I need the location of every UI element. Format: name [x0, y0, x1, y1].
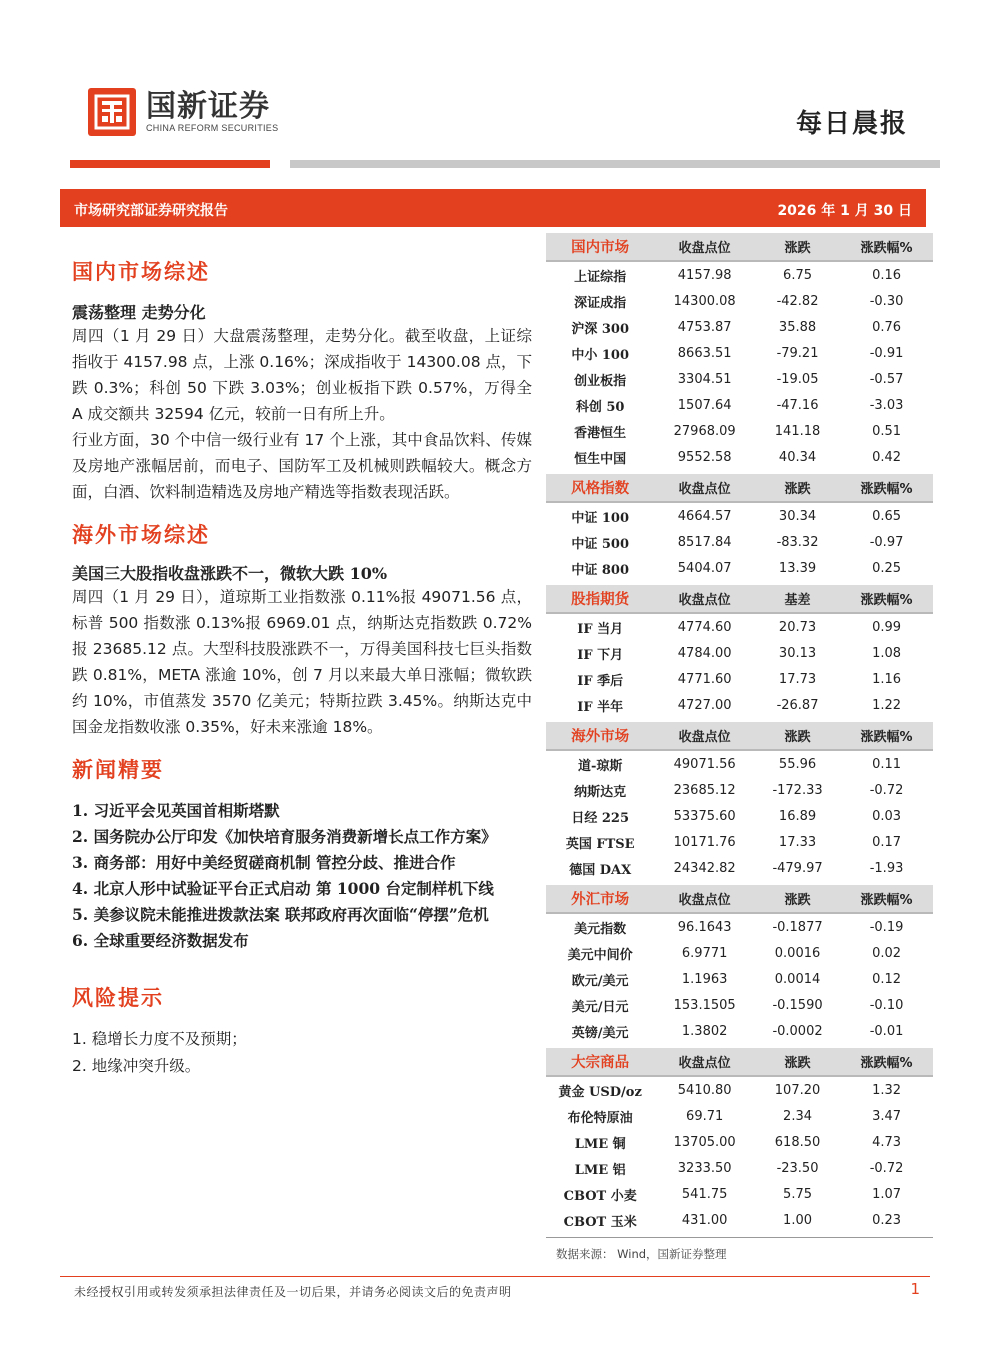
change-value: -0.1877: [772, 919, 823, 935]
change-percent: 0.17: [872, 834, 902, 850]
close-value: 49071.56: [673, 756, 736, 772]
change-value: -19.05: [776, 371, 819, 387]
column-header: 收盘点位: [654, 885, 755, 913]
table-row: [546, 1181, 933, 1207]
change-value: 141.18: [774, 423, 821, 439]
instrument-name: 黄金 USD/oz: [558, 1084, 642, 1100]
table-row: [546, 1155, 933, 1181]
change-percent: 4.73: [872, 1134, 902, 1150]
instrument-name: 中证 800: [571, 562, 630, 578]
column-header: 涨跌幅%: [840, 585, 933, 613]
close-value: 3233.50: [677, 1160, 732, 1176]
section-title: 风格指数: [546, 474, 654, 502]
close-value: 3304.51: [677, 371, 732, 387]
news-heading: 新闻精要: [72, 757, 164, 782]
instrument-name: 中证 100: [571, 510, 630, 526]
change-value: 618.50: [774, 1134, 821, 1150]
change-percent: -0.91: [869, 345, 904, 361]
change-percent: -0.30: [869, 293, 904, 309]
table-section-header: [546, 585, 933, 613]
change-value: 0.0014: [774, 971, 821, 987]
news-item: 5. 美参议院未能推进拨款法案 联邦政府再次面临“停摆”危机: [72, 905, 489, 924]
table-row: [546, 829, 933, 855]
change-percent: 1.16: [872, 671, 902, 687]
domestic-paragraph-2: 行业方面，30 个中信一级行业有 17 个上涨，其中食品饮料、传媒及房地产涨幅居前，而电子、国防军工及机械则跌幅较大。概念方面，白酒、饮料制造精选及房地产精选等指数表现活跃。: [72, 431, 532, 501]
close-value: 4753.87: [677, 319, 732, 335]
table-row: [546, 750, 933, 777]
risk-item: 1. 稳增长力度不及预期；: [72, 1030, 247, 1048]
news-item: 3. 商务部：用好中美经贸磋商机制 管控分歧、推进合作: [72, 853, 456, 872]
change-percent: 0.76: [872, 319, 902, 335]
change-value: 1.00: [783, 1212, 812, 1228]
change-value: 20.73: [778, 619, 817, 635]
instrument-name: 创业板指: [574, 373, 627, 389]
risk-item: 2. 地缘冲突升级。: [72, 1057, 201, 1075]
table-row: [546, 392, 933, 418]
change-percent: 1.32: [872, 1082, 902, 1098]
change-percent: 0.42: [872, 449, 902, 465]
column-header: 涨跌幅%: [840, 1048, 933, 1076]
instrument-name: 道-琼斯: [577, 758, 623, 774]
column-header: 收盘点位: [654, 1048, 755, 1076]
column-header: 涨跌: [755, 885, 840, 913]
change-value: 13.39: [778, 560, 817, 576]
header-accent-bar: [70, 160, 270, 168]
company-logo: [88, 88, 278, 136]
market-data-table: [546, 233, 933, 1262]
table-row: [546, 640, 933, 666]
change-value: -172.33: [772, 782, 823, 798]
change-percent: -0.97: [869, 534, 904, 550]
column-header: 涨跌: [755, 474, 840, 502]
section-title: 海外市场: [546, 722, 654, 750]
instrument-name: 美元/日元: [571, 999, 629, 1015]
change-percent: -0.10: [869, 997, 904, 1013]
table-row: [546, 261, 933, 288]
change-value: -47.16: [776, 397, 819, 413]
change-percent: 0.65: [872, 508, 902, 524]
report-banner: [60, 189, 926, 227]
change-percent: -0.72: [869, 782, 904, 798]
change-value: 35.88: [778, 319, 817, 335]
column-header: 涨跌幅%: [840, 233, 933, 261]
close-value: 4771.60: [677, 671, 732, 687]
column-header: 收盘点位: [654, 722, 755, 750]
close-value: 541.75: [681, 1186, 728, 1202]
footer-disclaimer: 未经授权引用或转发须承担法律责任及一切后果，并请务必阅读文后的免责声明: [74, 1285, 512, 1299]
change-value: 55.96: [778, 756, 817, 772]
change-value: -0.1590: [772, 997, 823, 1013]
change-percent: 0.25: [872, 560, 902, 576]
instrument-name: IF 当月: [577, 621, 624, 637]
news-item: 1. 习近平会见英国首相斯塔默: [72, 801, 280, 820]
instrument-name: 纳斯达克: [574, 784, 627, 800]
table-row: [546, 555, 933, 581]
table-row: [546, 940, 933, 966]
news-item: 4. 北京人形中试验证平台正式启动 第 1000 台定制样机下线: [72, 879, 494, 898]
change-value: 17.33: [778, 834, 817, 850]
close-value: 9552.58: [677, 449, 732, 465]
change-value: 16.89: [778, 808, 817, 824]
instrument-name: 深证成指: [574, 295, 627, 311]
change-value: -26.87: [776, 697, 819, 713]
close-value: 53375.60: [673, 808, 736, 824]
change-value: -42.82: [776, 293, 819, 309]
logo-chinese-name: 国新证券: [146, 89, 270, 124]
column-header: 涨跌幅%: [840, 885, 933, 913]
table-row: [546, 444, 933, 470]
table-row: [546, 314, 933, 340]
instrument-name: 欧元/美元: [571, 973, 629, 989]
instrument-name: 美元中间价: [567, 947, 633, 963]
close-value: 8663.51: [677, 345, 732, 361]
column-header: 涨跌幅%: [840, 722, 933, 750]
news-list: [72, 798, 532, 954]
table-section-header: [546, 233, 933, 261]
change-value: 17.73: [778, 671, 817, 687]
instrument-name: IF 半年: [577, 699, 624, 715]
table-row: [546, 966, 933, 992]
instrument-name: 中证 500: [571, 536, 630, 552]
table-row: [546, 502, 933, 529]
change-value: -479.97: [772, 860, 823, 876]
column-header: 涨跌: [755, 722, 840, 750]
table-row: [546, 666, 933, 692]
table-row: [546, 855, 933, 881]
close-value: 4774.60: [677, 619, 732, 635]
overseas-paragraph: 周四（1 月 29 日），道琼斯工业指数涨 0.11%报 49071.56 点，标普 500 指数涨 0.13%报 6969.01 点，纳斯达克指数跌 0.72%报 23685.12 点。大型科技股涨跌不一，万得美国科技七巨头指数跌 0.81%，META 涨逾 10%，创 7 月以来最大单日涨幅；微软跌约 10%，市值蒸发 3570 亿美元；特斯拉跌 3.45%。纳斯达克中国金龙指数收涨 0.35%，好未来涨逾 18%。: [72, 588, 532, 736]
change-value: 107.20: [774, 1082, 821, 1098]
table-section-header: [546, 1048, 933, 1076]
instrument-name: IF 季后: [577, 673, 624, 689]
column-header: 收盘点位: [654, 474, 755, 502]
change-value: 30.13: [778, 645, 817, 661]
change-value: 6.75: [783, 267, 812, 283]
change-value: 2.34: [783, 1108, 812, 1124]
table-section-header: [546, 885, 933, 913]
column-header: 涨跌: [755, 233, 840, 261]
domestic-subheading: 震荡整理 走势分化: [72, 303, 206, 322]
change-value: 40.34: [778, 449, 817, 465]
close-value: 14300.08: [673, 293, 736, 309]
instrument-name: 日经 225: [571, 810, 630, 826]
change-value: -83.32: [776, 534, 819, 550]
close-value: 1507.64: [677, 397, 732, 413]
close-value: 1.1963: [681, 971, 728, 987]
change-value: 0.0016: [774, 945, 821, 961]
change-percent: 0.12: [872, 971, 902, 987]
column-header: 基差: [755, 585, 840, 613]
risk-list: [72, 1026, 532, 1080]
instrument-name: 布伦特原油: [567, 1110, 633, 1126]
banner-department: 市场研究部证券研究报告: [74, 203, 228, 219]
instrument-name: CBOT 玉米: [563, 1214, 637, 1230]
header-divider-bar: [290, 160, 940, 168]
change-percent: 1.08: [872, 645, 902, 661]
risk-heading: 风险提示: [72, 985, 164, 1010]
table-row: [546, 340, 933, 366]
left-column: [72, 256, 532, 1080]
section-title: 大宗商品: [546, 1048, 654, 1076]
data-source-note: 数据来源： Wind，国新证券整理: [556, 1247, 727, 1261]
close-value: 431.00: [681, 1212, 728, 1228]
column-header: 收盘点位: [654, 585, 755, 613]
section-title: 外汇市场: [546, 885, 654, 913]
market-table-body: [546, 233, 933, 1233]
column-header: 涨跌: [755, 1048, 840, 1076]
overseas-heading: 海外市场综述: [72, 522, 210, 547]
close-value: 8517.84: [677, 534, 732, 550]
close-value: 69.71: [686, 1108, 724, 1124]
change-percent: 1.07: [872, 1186, 902, 1202]
change-percent: 0.99: [872, 619, 902, 635]
change-percent: 0.16: [872, 267, 902, 283]
instrument-name: CBOT 小麦: [563, 1188, 637, 1204]
close-value: 13705.00: [673, 1134, 736, 1150]
close-value: 24342.82: [673, 860, 736, 876]
close-value: 1.3802: [681, 1023, 728, 1039]
change-percent: 3.47: [872, 1108, 902, 1124]
close-value: 23685.12: [673, 782, 736, 798]
change-percent: 0.51: [872, 423, 902, 439]
change-value: -0.0002: [772, 1023, 823, 1039]
instrument-name: LME 铝: [574, 1162, 626, 1178]
change-percent: -0.72: [869, 1160, 904, 1176]
close-value: 6.9771: [681, 945, 728, 961]
change-percent: -0.01: [869, 1023, 904, 1039]
table-row: [546, 913, 933, 940]
table-section-header: [546, 722, 933, 750]
change-percent: -0.19: [869, 919, 904, 935]
close-value: 153.1505: [673, 997, 736, 1013]
table-row: [546, 613, 933, 640]
change-value: 5.75: [783, 1186, 812, 1202]
report-title: 每日晨报: [795, 109, 908, 139]
table-row: [546, 1076, 933, 1103]
table-row: [546, 418, 933, 444]
change-percent: -0.57: [869, 371, 904, 387]
change-value: -23.50: [776, 1160, 819, 1176]
instrument-name: 中小 100: [571, 347, 630, 363]
close-value: 5410.80: [677, 1082, 732, 1098]
close-value: 4784.00: [677, 645, 732, 661]
change-percent: 0.02: [872, 945, 902, 961]
change-value: -79.21: [776, 345, 819, 361]
table-row: [546, 1207, 933, 1233]
instrument-name: 恒生中国: [574, 451, 627, 467]
change-percent: 1.22: [872, 697, 902, 713]
change-percent: 0.11: [872, 756, 902, 772]
table-row: [546, 366, 933, 392]
section-title: 国内市场: [546, 233, 654, 261]
instrument-name: LME 铜: [574, 1136, 626, 1152]
change-percent: 0.23: [872, 1212, 902, 1228]
close-value: 4157.98: [677, 267, 732, 283]
close-value: 27968.09: [673, 423, 736, 439]
logo-seal-icon: [88, 88, 136, 136]
table-section-header: [546, 474, 933, 502]
footer-rule: [60, 1276, 930, 1277]
column-header: 收盘点位: [654, 233, 755, 261]
table-row: [546, 777, 933, 803]
table-row: [546, 1129, 933, 1155]
instrument-name: 上证综指: [574, 269, 627, 285]
news-item: 6. 全球重要经济数据发布: [72, 931, 249, 950]
table-row: [546, 803, 933, 829]
close-value: 10171.76: [673, 834, 736, 850]
banner-date: 2026 年 1 月 30 日: [777, 203, 912, 219]
table-row: [546, 1103, 933, 1129]
instrument-name: IF 下月: [577, 647, 624, 663]
domestic-heading: 国内市场综述: [72, 259, 210, 284]
close-value: 96.1643: [677, 919, 732, 935]
section-title: 股指期货: [546, 585, 654, 613]
overseas-subheading: 美国三大股指收盘涨跌不一，微软大跌 10%: [72, 564, 388, 583]
close-value: 4727.00: [677, 697, 732, 713]
close-value: 5404.07: [677, 560, 732, 576]
column-header: 涨跌幅%: [840, 474, 933, 502]
table-row: [546, 288, 933, 314]
page-number: 1: [910, 1280, 920, 1298]
table-row: [546, 1018, 933, 1044]
change-value: 30.34: [778, 508, 817, 524]
logo-english-name: CHINA REFORM SECURITIES: [146, 123, 279, 133]
domestic-paragraph-1: 周四（1 月 29 日）大盘震荡整理，走势分化。截至收盘，上证综指收于 4157.98 点，上涨 0.16%；深成指收于 14300.08 点，下跌 0.3%；科创 50 下跌 3.03%；创业板指下跌 0.57%，万得全 A 成交额共 32594 亿元，较前一日有所上升。: [72, 327, 532, 423]
instrument-name: 英镑/美元: [571, 1025, 629, 1041]
news-item: 2. 国务院办公厅印发《加快培育服务消费新增长点工作方案》: [72, 827, 497, 846]
change-percent: -1.93: [869, 860, 904, 876]
instrument-name: 英国 FTSE: [565, 836, 635, 852]
instrument-name: 美元指数: [574, 921, 627, 937]
instrument-name: 德国 DAX: [569, 862, 632, 878]
table-row: [546, 529, 933, 555]
table-row: [546, 692, 933, 718]
instrument-name: 科创 50: [575, 399, 625, 415]
instrument-name: 香港恒生: [574, 425, 627, 441]
change-percent: -3.03: [869, 397, 904, 413]
change-percent: 0.03: [872, 808, 902, 824]
instrument-name: 沪深 300: [571, 321, 630, 337]
close-value: 4664.57: [677, 508, 732, 524]
table-row: [546, 992, 933, 1018]
